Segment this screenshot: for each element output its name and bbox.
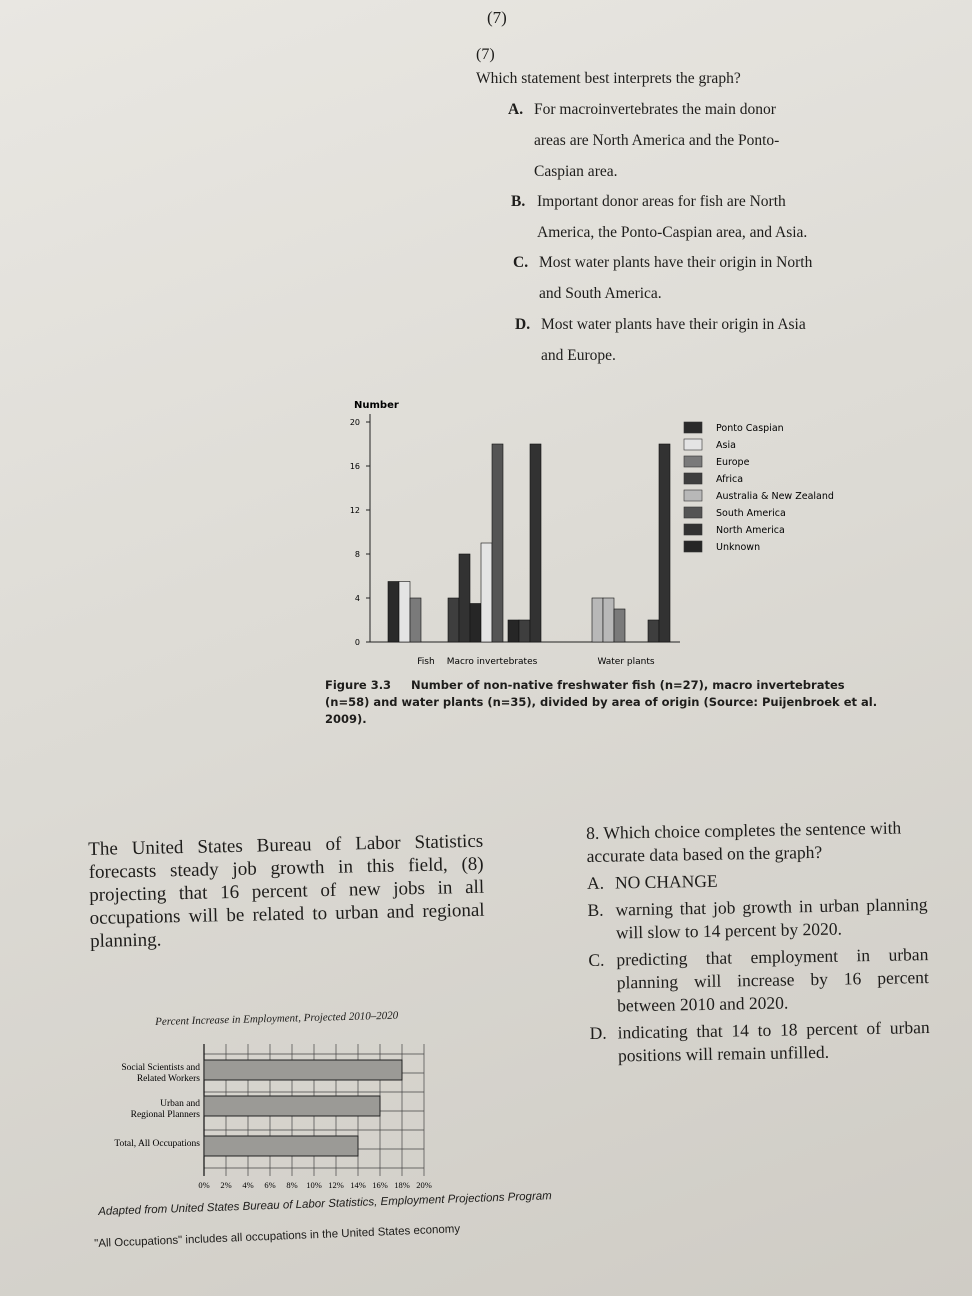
y-axis-label: Number — [354, 400, 399, 411]
legend-swatch — [684, 490, 702, 501]
bar-north-america — [459, 554, 470, 642]
legend-swatch — [684, 456, 702, 467]
bar-australia-new-zealand — [603, 598, 614, 642]
bar-unknown — [508, 620, 519, 642]
q8-choice-b[interactable]: B. warning that job growth in urban planning will slow to 14 percent by 2020. — [587, 894, 928, 943]
x-category-label: Macro invertebrates — [446, 657, 538, 667]
legend-swatch — [684, 541, 702, 552]
y-tick-label: 16 — [349, 462, 360, 471]
source-note: Adapted from United States Bureau of Labor Statistics, Employment Projections Program — [98, 1190, 552, 1218]
y-tick-label: 20 — [349, 418, 360, 427]
legend-label: Ponto Caspian — [716, 423, 784, 434]
legend-swatch — [684, 439, 702, 450]
q7-option-c[interactable]: C. Most water plants have their origin in North and South America. — [513, 254, 813, 302]
x-tick-label: 2% — [220, 1180, 232, 1190]
x-tick-label: 6% — [264, 1180, 276, 1190]
bar-europe — [410, 598, 421, 642]
q7-option-a[interactable]: A. For macroinvertebrates the main donor areas are North America and the Ponto- Caspian area. — [508, 101, 780, 180]
employment-chart-title: Percent Increase in Employment, Projected 2010–2020 — [155, 1009, 399, 1028]
hbar-label: Urban and — [160, 1099, 200, 1109]
legend-swatch — [684, 507, 702, 518]
x-tick-label: 8% — [286, 1180, 298, 1190]
legend-label: North America — [716, 525, 785, 536]
legend-label: Europe — [716, 457, 750, 468]
legend-label: Unknown — [716, 542, 761, 553]
x-tick-label: 12% — [328, 1180, 344, 1190]
y-tick-label: 12 — [349, 506, 360, 515]
bar-africa — [448, 598, 459, 642]
figure-3-3-chart — [330, 392, 870, 674]
hbar-2 — [204, 1136, 358, 1156]
legend-label: Asia — [716, 440, 736, 451]
bar-unknown — [470, 604, 481, 643]
bar-europe — [614, 609, 625, 642]
hbar-label: Related Workers — [136, 1074, 200, 1084]
q8-choice-c[interactable]: C. predicting that employment in urban planning will increase by 16 percent between 2010 and 2020. — [588, 944, 929, 1016]
legend-label: South America — [716, 508, 786, 519]
footnote: "All Occupations" includes all occupations in the United States economy — [94, 1223, 461, 1250]
bar-ponto-caspian — [388, 582, 399, 643]
legend-swatch — [684, 473, 702, 484]
employment-chart — [96, 1036, 466, 1216]
x-tick-label: 10% — [306, 1180, 322, 1190]
q8-choice-d[interactable]: D. indicating that 14 to 18 percent of urban positions will remain unfilled. — [589, 1017, 930, 1066]
q8-choice-a[interactable]: A. NO CHANGE — [586, 870, 718, 893]
x-tick-label: 14% — [350, 1180, 366, 1190]
x-tick-label: 4% — [242, 1180, 254, 1190]
hbar-1 — [204, 1096, 380, 1116]
x-category-label: Water plants — [597, 657, 655, 667]
bar-asia — [481, 543, 492, 642]
legend-swatch — [684, 422, 702, 433]
bar-africa — [648, 620, 659, 642]
x-tick-label: 0% — [198, 1180, 210, 1190]
x-category-label: Fish — [417, 657, 435, 667]
legend-swatch — [684, 524, 702, 535]
hbar-label: Regional Planners — [130, 1110, 200, 1120]
figure-3-3-caption: Figure 3.3 Number of non-native freshwater fish (n=27), macro invertebrates (n=58) and water plants (n=35), divided by area of origin (Source: Puijenbroek et al. 2009). — [325, 678, 878, 726]
bar-africa — [519, 620, 530, 642]
x-tick-label: 16% — [372, 1180, 388, 1190]
page-number: (7) — [487, 8, 507, 27]
hbar-0 — [204, 1060, 402, 1080]
bar-south-america — [492, 444, 503, 642]
hbar-label: Social Scientists and — [121, 1063, 200, 1073]
question-8 — [586, 816, 930, 1068]
x-tick-label: 18% — [394, 1180, 410, 1190]
bar-australia-new-zealand — [592, 598, 603, 642]
hbar-label: Total, All Occupations — [114, 1139, 200, 1149]
question-8-stem: 8. Which choice completes the sentence with accurate data based on the graph? — [586, 817, 902, 866]
y-tick-label: 4 — [354, 594, 360, 603]
question-7-stem: Which statement best interprets the graph? — [476, 70, 741, 87]
q7-option-b[interactable]: B. Important donor areas for fish are North America, the Ponto-Caspian area, and Asia. — [511, 193, 808, 241]
bar-north-america — [659, 444, 670, 642]
reading-passage: The United States Bureau of Labor Statistics forecasts steady job growth in this field, (8) projecting that 16 percent of new jobs in all occupations will be related to urban and regional planning. — [88, 830, 485, 952]
bar-asia — [399, 582, 410, 643]
y-tick-label: 0 — [354, 638, 360, 647]
legend-label: Africa — [716, 474, 744, 485]
q7-option-d[interactable]: D. Most water plants have their origin in Asia and Europe. — [515, 316, 806, 364]
question-7-number: (7) — [476, 46, 495, 63]
y-tick-label: 8 — [354, 550, 360, 559]
legend-label: Australia & New Zealand — [716, 491, 834, 502]
bar-north-america — [530, 444, 541, 642]
x-tick-label: 20% — [416, 1180, 432, 1190]
